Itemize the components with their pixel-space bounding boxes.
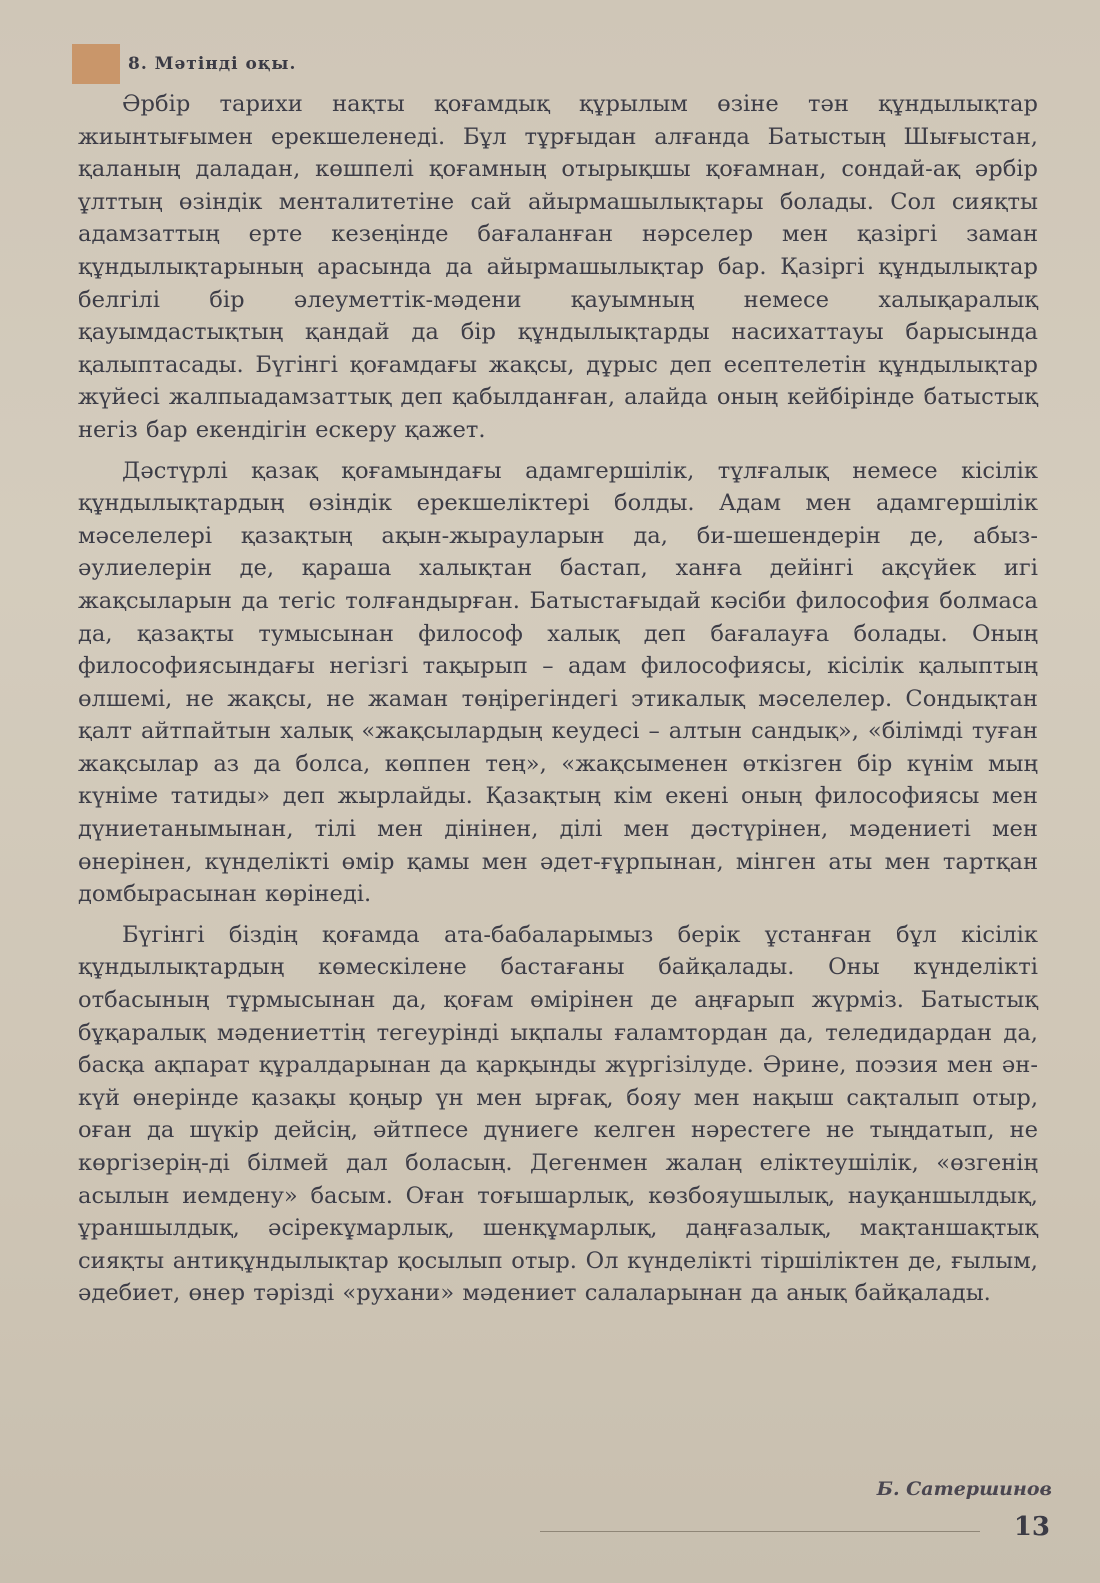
paragraph-2: Дәстүрлі қазақ қоғамындағы адамгершілік, тұлғалық немесе кісілік құндылықтардың өзіндік ерекшеліктері болды. Адам мен адамгершілік мәселелері қазақтың ақын-жырауларын да, би-шешендерін де, абыз-әулиелерін де, қараша халықтан бастап, ханға дейінгі ақсүйек игі жақсыларын да тегіс толғандырған. Батыстағыдай кәсіби философия болмаса да, қазақты тумысынан философ халық деп бағалауға болады. Оның философиясындағы негізгі тақырып – адам философиясы, кісілік қалыптың өлшемі, не жақсы, не жаман төңірегіндегі этикалық мәселелер. Сондықтан қалт айтпайтын халық «жақсылардың кеудесі – алтын сандық», «білімді туған жақсылар аз да болса, көппен тең», «жақсыменен өткізген бір күнім мың күніме татиды» деп жырлайды. Қазақтың кім екені оның философиясы мен дүниетанымынан, тілі мен дінінен, ділі мен дәстүрінен, мәдениеті мен өнерінен, күнделікті өмір қамы мен әдет-ғұрпынан, мінген аты мен тартқан домбырасынан көрінеді. bbox=[78, 457, 1038, 908]
page-number: 13 bbox=[1013, 1512, 1050, 1542]
task-header bbox=[72, 44, 296, 84]
reading-text bbox=[78, 88, 1038, 1310]
footer-rule bbox=[540, 1531, 980, 1532]
task-marker-block bbox=[72, 44, 120, 84]
paragraph-1: Әрбір тарихи нақты қоғамдық құрылым өзіне тән құндылықтар жиынтығымен ерекшеленеді. Бұл тұрғыдан алғанда Батыстың Шығыстан, қаланың даладан, көшпелі қоғамның отырықшы қоғамнан, сондай-ақ әрбір ұлттың өзіндік менталитетіне сай айырмашылықтары болады. Сол сияқты адамзаттың ерте кезеңінде бағаланған нәрселер мен қазіргі заман құндылықтарының арасында да айырмашылықтар бар. Қазіргі құндылықтар белгілі бір әлеуметтік-мәдени қауымның немесе халықаралық қауымдастықтың қандай да бір құндылықтарды насихаттауы барысында қалыптасады. Бүгінгі қоғамдағы жақсы, дұрыс деп есептелетін құндылықтар жүйесі жалпыадамзаттық деп қабылданған, алайда оның кейбірінде батыстық негіз бар екендігін ескеру қажет. bbox=[78, 91, 1038, 443]
paragraph-3: Бүгінгі біздің қоғамда ата-бабаларымыз берік ұстанған бұл кісілік құндылықтардың көмескілене бастағаны байқалады. Оны күнделікті отбасының тұрмысынан да, қоғам өмірінен де аңғарып жүрміз. Батыстық бұқаралық мәдениеттің тегеурінді ықпалы ғаламтордан да, теледидардан да, басқа ақпарат құралдарынан да қарқынды жүргізілуде. Әрине, поэзия мен ән-күй өнерінде қазақы қоңыр үн мен ырғақ, бояу мен нақыш сақталып отыр, оған да шүкір дейсің, әйтпесе дүниеге келген нәрестеге не тыңдатып, не көргізерің-ді білмей дал боласың. Дегенмен жалаң еліктеушілік, «өзгенің асылын иемдену» басым. Оған тоғышарлық, көзбояушылық, науқаншылдық, ұраншылдық, әсірекұмарлық, шенқұмарлық, даңғазалық, мақтаншақтық сияқты антиқұндылықтар қосылып отыр. Ол күнделікті тіршіліктен де, ғылым, әдебиет, өнер тәрізді «рухани» мәдениет салаларынан да анық байқалады. bbox=[78, 921, 1038, 1307]
task-title: 8. Мәтінді оқы. bbox=[128, 54, 297, 74]
author-signature: Б. Сатершинов bbox=[876, 1478, 1052, 1500]
